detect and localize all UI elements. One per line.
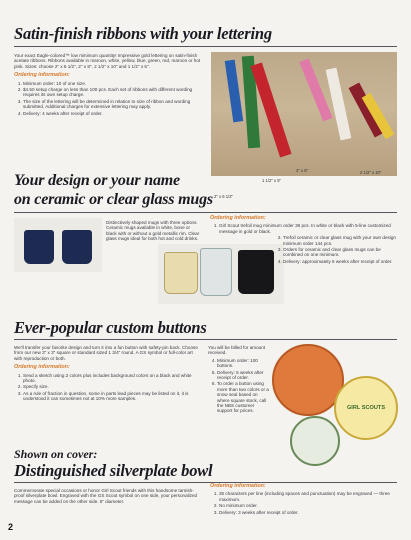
bowl-ordering-list: [210, 491, 397, 515]
buttons-text-block: [14, 345, 200, 403]
green-button: [290, 416, 340, 466]
bowl-ordering-block: [210, 484, 397, 516]
bowl-title: Distinguished silverplate bowl: [14, 461, 213, 480]
mugs-ordering-heading: Ordering information:: [210, 215, 266, 221]
page-number: 2: [8, 522, 14, 532]
list-item: 2. Specify size.: [23, 384, 200, 389]
list-item: 1. Girl Scout trefoil mug minimum order 36 pcs. In white or black with 5-line customized message in gold or black.: [219, 223, 397, 234]
ribbons-title: Satin-finish ribbons with your lettering: [14, 24, 272, 43]
mugs-body: Distinctively shaped mugs with three options. Ceramic mugs available in white, bone or black with or without a gold metallic rim. Clear glass mugs ideal for both hot and cold drinks.: [106, 220, 200, 242]
list-item: 3. Orders for ceramic and clear glass mugs can be combined on one minimum.: [283, 247, 397, 258]
buttons-title: Ever-popular custom buttons: [14, 318, 207, 337]
list-item: 6. To order a button using more than two colors or a snow seal based on where square stock, call the NBS customer support for prices.: [217, 381, 270, 413]
buttons-ordering-heading: Ordering information:: [14, 364, 70, 371]
ribbon-size-label: 2" x 8": [296, 168, 309, 173]
navy-mug: [24, 230, 54, 264]
mugs-ordering-block: [210, 216, 397, 265]
bowl-body: Commemorate special occasions or honor Girl Scout friends with this handsome tarnish-proof silverplate bowl. Engraved with the GS Scout symbol on one side, your personalized message can be added on the other side. 6" diameter.: [14, 488, 198, 504]
list-item: 1. 35 characters per line (including spaces and punctuation) may be engraved — three maximum.: [219, 491, 397, 502]
ribbons-ordering-heading: Ordering information:: [14, 72, 70, 79]
buttons-body: We'll transfer your favorite design and turn it into a fun button with safety-pin back. Choose from our new 3" x 3" square or standard sized 1 3/4" round. A GS symbol or full-color art with reproduction or both.: [14, 345, 198, 361]
mugs-ordering-list: [210, 223, 397, 264]
ribbons-text-block: [14, 53, 207, 117]
cream-mug: [164, 252, 198, 294]
buttons-rule: [14, 339, 397, 340]
ribbon-blue: [225, 60, 244, 123]
buttons-right-note: You will be billed for amount received.: [208, 345, 266, 356]
buttons-ordering-list: [14, 373, 200, 402]
buttons-right-block: [208, 345, 270, 415]
mugs-rule: [14, 212, 397, 213]
bowl-rule: [14, 482, 397, 483]
ribbon-size-label: 1 1/2" x 5": [262, 178, 282, 183]
ribbons-rule: [14, 46, 397, 47]
list-item: 4. Minimum order: 100 buttons.: [217, 358, 270, 369]
ribbons-ordering-list: [14, 81, 207, 116]
list-item: 4. Delivery: 4 weeks after receipt of order.: [23, 111, 207, 116]
list-item: 2. $4.50 setup charge on less than 100 pcs. Each set of ribbons with different wording requires its own setup charge.: [23, 87, 207, 98]
list-item: 1. Minimum order: 10 of one size.: [23, 81, 207, 86]
ribbon-size-label: 2 1/2" x 10": [360, 170, 382, 175]
list-item: 5. Delivery: 5 weeks after receipt of order.: [217, 370, 270, 381]
ribbon-white: [326, 68, 352, 141]
ribbon-pink: [299, 58, 332, 121]
list-item: 3. Delivery: 3 weeks after receipt of order.: [219, 510, 397, 515]
list-item: 1. Send a sketch using 2 colors plus includes background colors on a black and white photo.: [23, 373, 200, 384]
ribbons-photo: [211, 52, 397, 176]
mugs-photo-left: [14, 218, 102, 272]
list-item: 2. Trefoil ceramic or clear glass mug with your own design minimum order 144 pcs.: [283, 235, 397, 246]
bowl-kicker: Shown on cover:: [14, 447, 98, 461]
buttons-right-list: [208, 358, 270, 414]
mugs-title-line2: on ceramic or clear glass mugs: [14, 191, 213, 208]
badge-text: GIRL SCOUTS: [346, 405, 386, 411]
list-item: 3. As a rule of fraction in question, some in parts lead pieces may be listed on it, it is understood it can sometimes not at 10% more samples.: [23, 391, 200, 402]
ribbons-body: Your exact Eagle-colored™ low minimum quantity! Impressive gold lettering on satin-finish acetate ribbons. Ribbons available in maroon, white, yellow, blue, green, red, maroon or hot pink. Sizes: choose 2" x 6 1/2", 2" x 8", 2 1/2" x 10" and 1 1/2" x 5".: [14, 53, 201, 69]
list-item: 3. The size of the lettering will be determined in relation to size of ribbon and wording submitted. Additional charges for extensive lettering may apply.: [23, 99, 207, 110]
ribbon-size-label: 2" x 6 1/2": [214, 194, 234, 199]
list-item: 2. No minimum order.: [219, 503, 397, 508]
navy-mug: [62, 230, 92, 264]
mugs-title-line1: Your design or your name: [14, 172, 180, 189]
bowl-ordering-heading: Ordering information:: [210, 483, 266, 489]
list-item: 4. Delivery: approximately 6 weeks after receipt of order.: [283, 259, 397, 264]
badge-button: [334, 376, 398, 440]
